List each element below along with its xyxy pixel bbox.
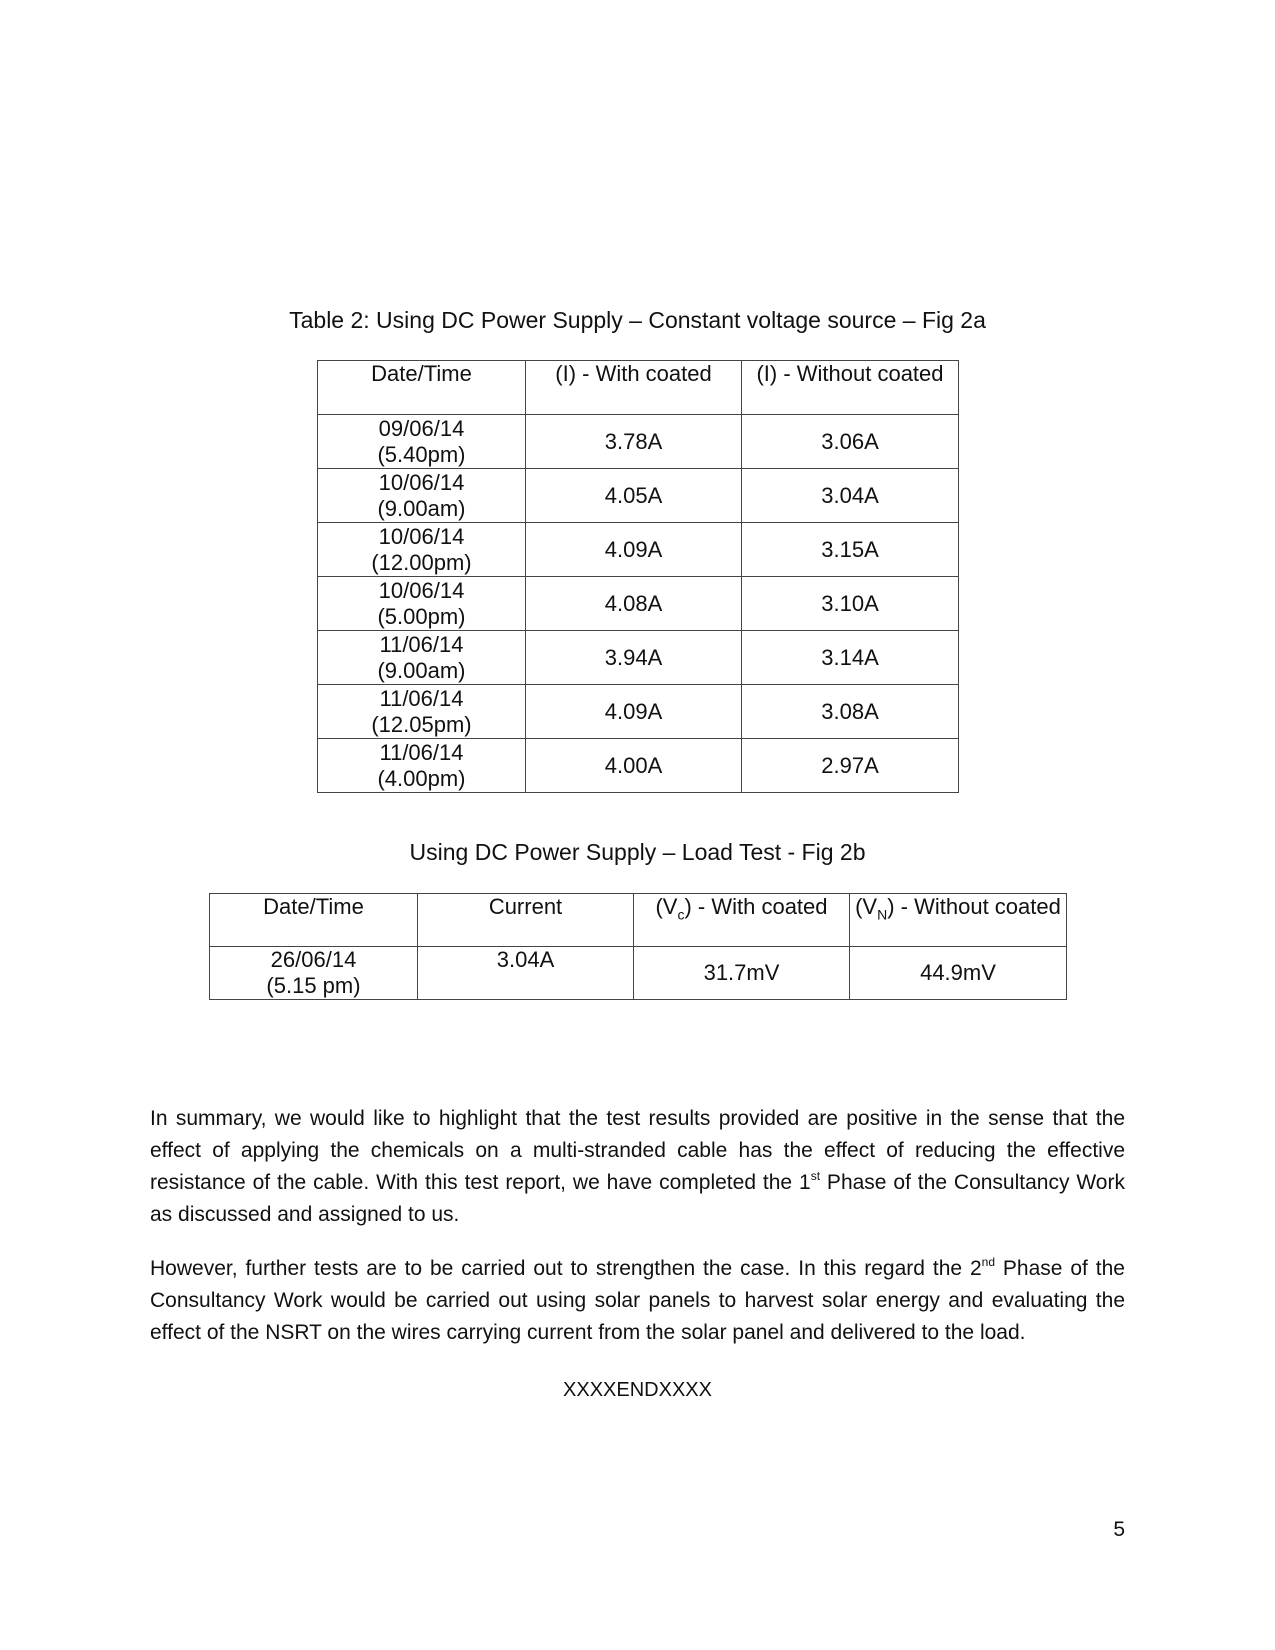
date-time-cell bbox=[318, 523, 526, 577]
date: 09/06/14 bbox=[378, 415, 465, 441]
load-test-table bbox=[209, 893, 1067, 1000]
without-coated-cell: 3.04A bbox=[742, 469, 959, 523]
date-time-cell bbox=[318, 631, 526, 685]
date-time-cell bbox=[318, 685, 526, 739]
time: (4.00pm) bbox=[377, 765, 466, 791]
header-without-coated: (I) - Without coated bbox=[742, 361, 959, 415]
table-header-row bbox=[318, 361, 959, 415]
header-vn-without-coated: $(V_N)$ - Without coated bbox=[850, 894, 1067, 947]
table-header-row bbox=[210, 894, 1067, 947]
with-coated-cell: 4.09A bbox=[526, 523, 742, 577]
with-coated-cell: 4.00A bbox=[526, 739, 742, 793]
time: (9.00am) bbox=[377, 495, 466, 521]
without-coated-cell: 3.06A bbox=[742, 415, 959, 469]
table-row bbox=[210, 947, 1067, 1000]
time: (9.00am) bbox=[377, 657, 466, 683]
time: (12.05pm) bbox=[371, 711, 472, 737]
header-date-time: Date/Time bbox=[210, 894, 418, 947]
date: 10/06/14 bbox=[378, 469, 465, 495]
constant-voltage-table bbox=[317, 360, 959, 793]
table-row bbox=[318, 523, 959, 577]
current-cell: 3.04A bbox=[418, 947, 634, 1000]
vn-cell: 44.9mV bbox=[850, 947, 1067, 1000]
without-coated-cell: 3.08A bbox=[742, 685, 959, 739]
date-time-cell bbox=[210, 947, 418, 1000]
header-vc-with-coated: $(V_c)$ - With coated bbox=[634, 894, 850, 947]
vc-cell: 31.7mV bbox=[634, 947, 850, 1000]
time: (12.00pm) bbox=[371, 549, 472, 575]
time: (5.00pm) bbox=[377, 603, 466, 629]
end-marker: XXXXENDXXXX bbox=[563, 1379, 712, 1401]
without-coated-cell: 3.10A bbox=[742, 577, 959, 631]
header-current: Current bbox=[418, 894, 634, 947]
date: 10/06/14 bbox=[378, 523, 465, 549]
further-tests-paragraph: However, further tests are to be carried out to strengthen the case. In this regard the 2nd Phase of the Consultancy Work would be carried out using solar panels to harvest solar energy and evaluating the effect of the NSRT on the wires carrying current from the solar panel and delivered to the load. bbox=[150, 1255, 1125, 1344]
table-row bbox=[318, 577, 959, 631]
with-coated-cell: 3.78A bbox=[526, 415, 742, 469]
date-time-cell bbox=[318, 469, 526, 523]
table-row bbox=[318, 739, 959, 793]
without-coated-cell: 3.15A bbox=[742, 523, 959, 577]
page-number: 5 bbox=[1113, 1518, 1125, 1541]
without-coated-cell: 3.14A bbox=[742, 631, 959, 685]
load-test-caption: Using DC Power Supply – Load Test - Fig 2b bbox=[409, 839, 866, 865]
table-row bbox=[318, 631, 959, 685]
time: (5.40pm) bbox=[377, 441, 466, 467]
table-row bbox=[318, 469, 959, 523]
date: 26/06/14 bbox=[270, 947, 357, 972]
table-row bbox=[318, 685, 959, 739]
header-with-coated: (I) - With coated bbox=[526, 361, 742, 415]
table-2-caption: Table 2: Using DC Power Supply – Constant voltage source – Fig 2a bbox=[289, 307, 986, 333]
with-coated-cell: 4.09A bbox=[526, 685, 742, 739]
date-time-cell bbox=[318, 577, 526, 631]
header-date-time: Date/Time bbox=[318, 361, 526, 415]
date: 11/06/14 bbox=[379, 739, 464, 765]
table-row bbox=[318, 415, 959, 469]
with-coated-cell: 4.05A bbox=[526, 469, 742, 523]
without-coated-cell: 2.97A bbox=[742, 739, 959, 793]
date: 11/06/14 bbox=[379, 631, 464, 657]
date: 10/06/14 bbox=[378, 577, 465, 603]
date-time-cell bbox=[318, 415, 526, 469]
with-coated-cell: 3.94A bbox=[526, 631, 742, 685]
date: 11/06/14 bbox=[379, 685, 464, 711]
time: (5.15 pm) bbox=[266, 973, 361, 998]
summary-paragraph: In summary, we would like to highlight that the test results provided are positive in the sense that the effect of applying the chemicals on a multi-stranded cable has the effect of reducing the effective resistance of the cable. With this test report, we have completed the 1st Phase of the Consultancy Work as discussed and assigned to us. bbox=[150, 1107, 1125, 1226]
date-time-cell bbox=[318, 739, 526, 793]
with-coated-cell: 4.08A bbox=[526, 577, 742, 631]
